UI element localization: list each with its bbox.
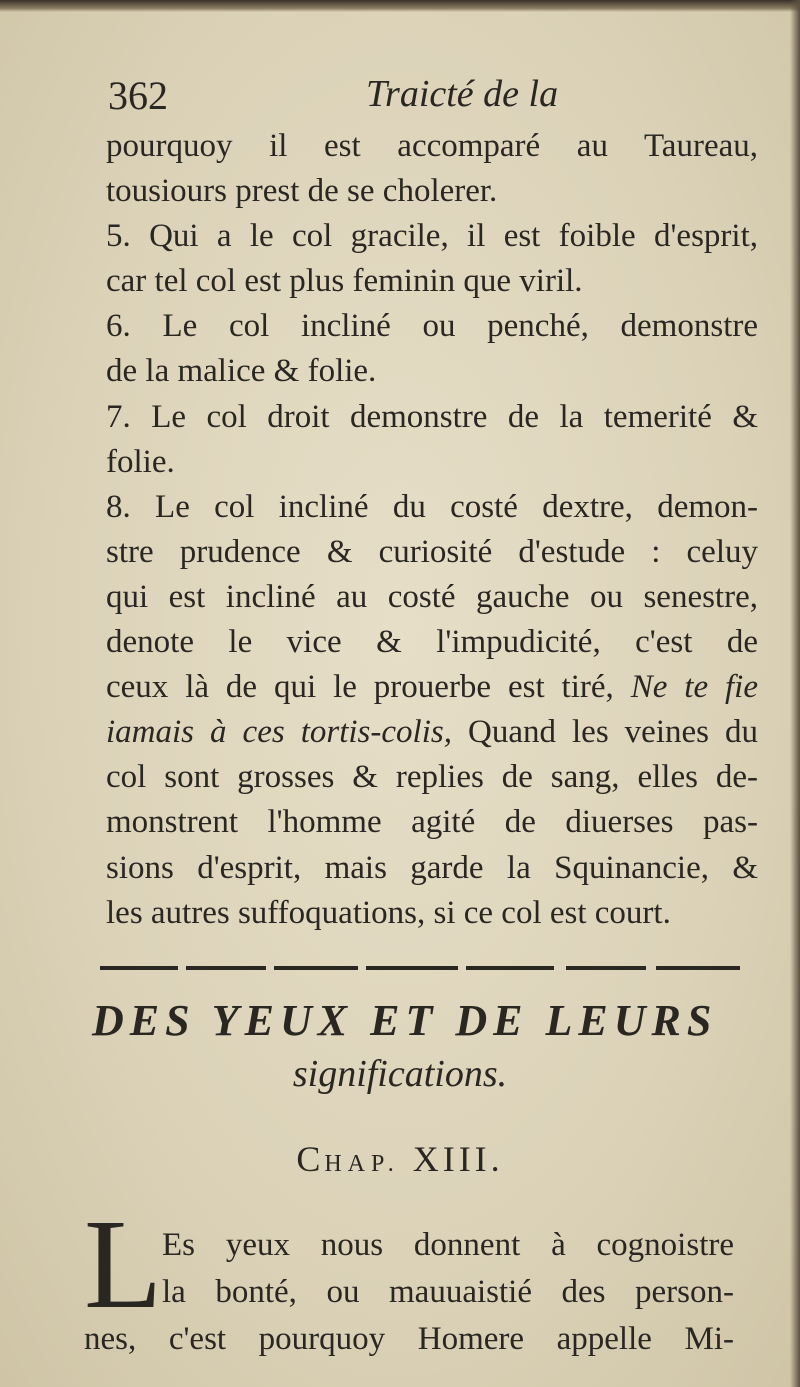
section-divider bbox=[100, 962, 740, 974]
text-line: col sont grosses & replies de sang, elles de- bbox=[106, 759, 758, 796]
text-line: nes, c'est pourquoy Homere appelle Mi- bbox=[84, 1321, 734, 1357]
section-heading: DES YEUX ET DE LEURS bbox=[92, 996, 718, 1045]
text-segment: ceux là de qui le prouerbe est tiré, bbox=[106, 669, 614, 706]
text-segment: Quand les veines du bbox=[468, 714, 759, 751]
text-line: la bonté, ou mauuaistié des person- bbox=[162, 1274, 734, 1310]
text-line: de la malice & folie. bbox=[106, 353, 377, 390]
page-number: 362 bbox=[108, 73, 168, 118]
text-line: monstrent l'homme agité de diuerses pas- bbox=[106, 804, 758, 841]
body-text bbox=[106, 124, 758, 936]
text-line: folie. bbox=[106, 443, 175, 480]
chapter-word-initial: C bbox=[296, 1139, 325, 1179]
page-top-edge bbox=[0, 0, 800, 12]
text-line: sions d'esprit, mais garde la Squinancie, & bbox=[106, 849, 758, 886]
text-line: 7. Le col droit demonstre de la temerité & bbox=[106, 398, 758, 435]
text-line: 8. Le col incliné du costé dextre, demon- bbox=[106, 488, 758, 525]
text-line-with-proverb bbox=[106, 665, 758, 710]
proverb-italic: iamais à ces tortis-colis, bbox=[106, 714, 452, 751]
text-line: pourquoy il est accomparé au Taureau, bbox=[106, 128, 758, 164]
chapter-number: XIII. bbox=[412, 1139, 504, 1179]
text-line: stre prudence & curiosité d'estude : celuy bbox=[106, 533, 758, 570]
text-line: qui est incliné au costé gauche ou senestre, bbox=[106, 578, 758, 615]
chapter-word-rest: HAP. bbox=[324, 1151, 400, 1177]
opening-paragraph bbox=[84, 1222, 734, 1363]
text-line-with-proverb bbox=[106, 710, 758, 755]
drop-cap: L bbox=[84, 1193, 163, 1335]
chapter-label bbox=[0, 1138, 800, 1180]
proverb-italic: Ne te fie bbox=[630, 669, 758, 706]
text-line: denote le vice & l'impudicité, c'est de bbox=[106, 624, 758, 661]
text-line: 5. Qui a le col gracile, il est foible d'esprit, bbox=[106, 218, 758, 255]
text-line: car tel col est plus feminin que viril. bbox=[106, 263, 583, 300]
text-line: tousiours prest de se cholerer. bbox=[106, 173, 498, 210]
running-title: Traicté de la bbox=[366, 73, 559, 115]
text-line: Es yeux nous donnent à cognoistre bbox=[162, 1227, 734, 1263]
section-subheading: significations. bbox=[292, 1053, 508, 1095]
text-line: les autres suffoquations, si ce col est court. bbox=[106, 894, 671, 931]
page-header bbox=[108, 72, 748, 122]
text-line: 6. Le col incliné ou penché, demonstre bbox=[106, 308, 758, 345]
